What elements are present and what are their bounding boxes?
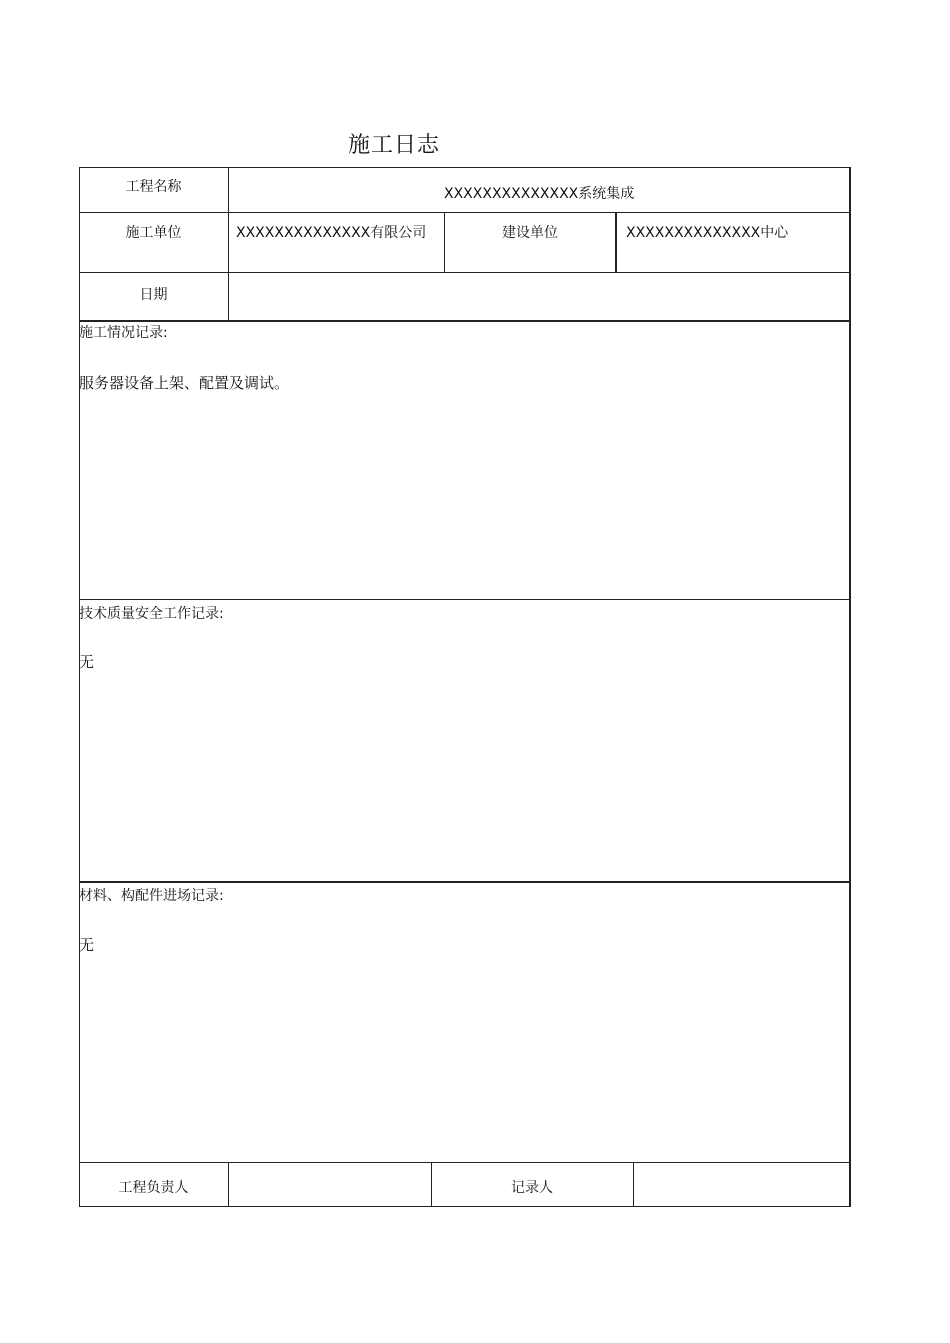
construction-unit-value: XXXXXXXXXXXXXX有限公司 [236, 225, 427, 241]
owner-unit-label: 建设单位 [502, 225, 558, 241]
project-lead-label: 工程负责人 [118, 1180, 189, 1196]
row2-divider-a [444, 212, 445, 272]
row3-bottom-border [79, 320, 851, 322]
section-materials-label: 材料、构配件进场记录: [79, 888, 224, 904]
section-materials-content: 无 [79, 936, 95, 954]
page-title: 施工日志 [348, 133, 441, 158]
footer-divider-a [228, 1162, 229, 1207]
section3-bottom-border [79, 1162, 851, 1163]
section2-bottom-border [79, 881, 851, 883]
footer-divider-c [633, 1162, 634, 1207]
section-quality-safety-content: 无 [79, 653, 95, 671]
row1-bottom-border [79, 212, 851, 213]
row2-bottom-border [79, 272, 851, 273]
form-right-edge [849, 167, 851, 1207]
row1-divider [228, 167, 229, 320]
recorder-label: 记录人 [511, 1180, 553, 1196]
construction-unit-label: 施工单位 [125, 225, 182, 241]
section-quality-safety-label: 技术质量安全工作记录: [79, 606, 224, 622]
form-frame [79, 167, 851, 1207]
row2-divider-b [615, 212, 617, 272]
section-construction-record-content: 服务器设备上架、配置及调试。 [79, 374, 290, 392]
section1-bottom-border [79, 599, 851, 600]
owner-unit-value: XXXXXXXXXXXXXX中心 [626, 225, 789, 241]
project-name-value: XXXXXXXXXXXXXX系统集成 [444, 186, 635, 202]
project-name-label: 工程名称 [125, 179, 182, 195]
date-label: 日期 [139, 287, 168, 303]
section-construction-record-label: 施工情况记录: [79, 325, 168, 341]
